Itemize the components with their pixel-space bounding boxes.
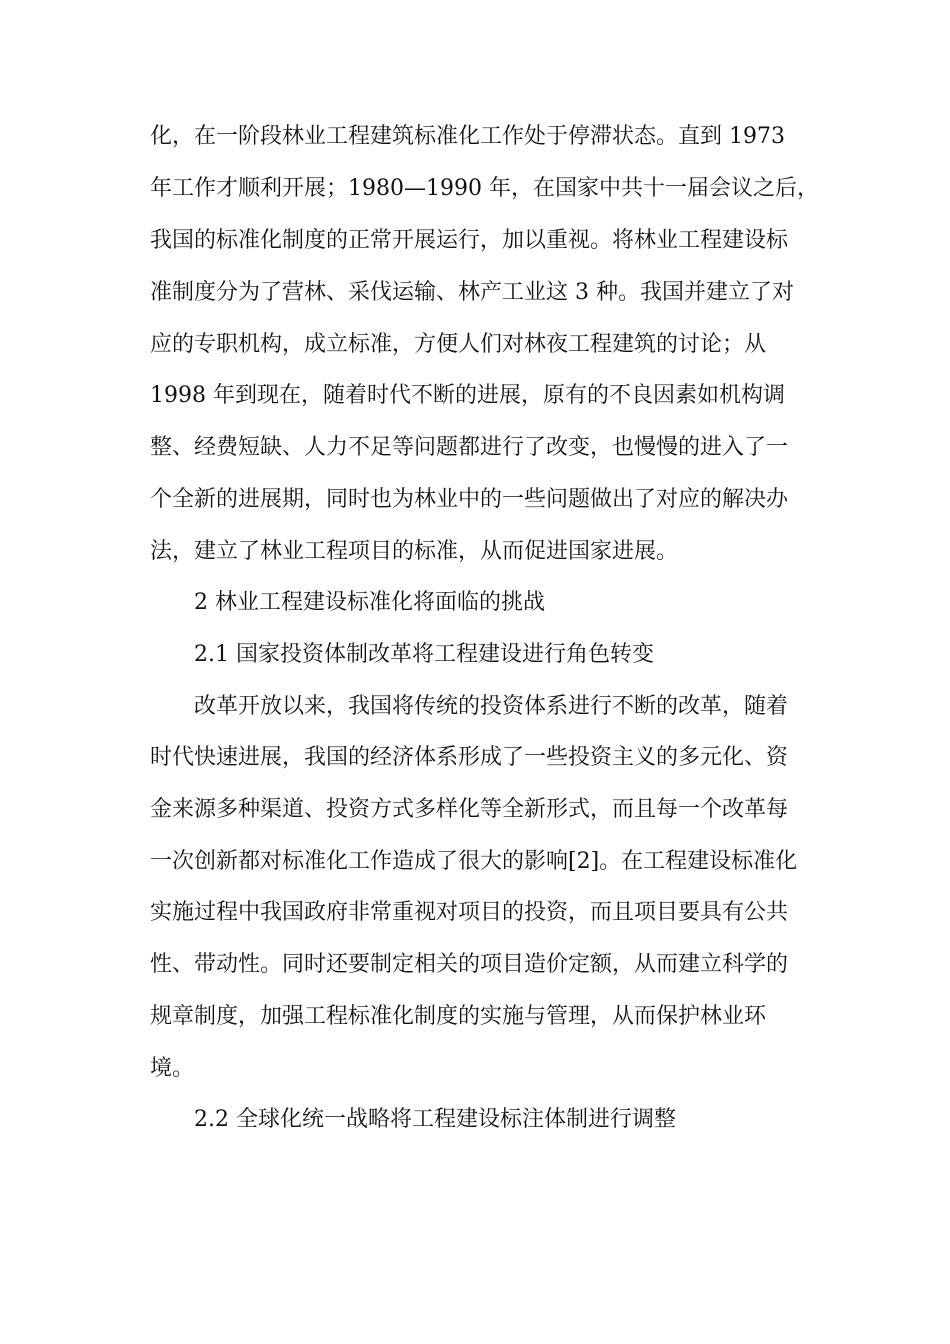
body-line: 整、经费短缺、人力不足等问题都进行了改变，也慢慢的进入了一 [150, 435, 789, 460]
body-line: 改革开放以来，我国将传统的投资体系进行不断的改革，随着 [194, 694, 789, 719]
body-line: 个全新的进展期，同时也为林业中的一些问题做出了对应的解决办 [150, 487, 789, 512]
body-line: 应的专职机构，成立标准，方便人们对林夜工程建筑的讨论；从 [150, 332, 767, 357]
subsection-heading: 2.2 全球化统一战略将工程建设标注体制进行调整 [194, 1107, 676, 1132]
body-line: 境。 [150, 1056, 195, 1081]
body-line: 金来源多种渠道、投资方式多样化等全新形式，而且每一个改革每 [150, 797, 789, 822]
body-line: 一次创新都对标准化工作造成了很大的影响[2]。在工程建设标准化 [150, 849, 798, 874]
section-heading: 2 林业工程建设标准化将面临的挑战 [194, 590, 545, 615]
body-line: 法，建立了林业工程项目的标准，从而促进国家进展。 [150, 539, 679, 564]
subsection-heading: 2.1 国家投资体制改革将工程建设进行角色转变 [194, 642, 654, 667]
body-line: 准制度分为了营林、采伐运输、林产工业这 3 种。我国并建立了对 [150, 280, 794, 305]
body-line: 我国的标准化制度的正常开展运行，加以重视。将林业工程建设标 [150, 228, 789, 253]
body-line: 性、带动性。同时还要制定相关的项目造价定额，从而建立科学的 [150, 952, 789, 977]
body-line: 实施过程中我国政府非常重视对项目的投资，而且项目要具有公共 [150, 900, 789, 925]
body-line: 化，在一阶段林业工程建筑标准化工作处于停滞状态。直到 1973 [150, 124, 785, 149]
body-line: 规章制度，加强工程标准化制度的实施与管理，从而保护林业环 [150, 1004, 767, 1029]
body-line: 时代快速进展，我国的经济体系形成了一些投资主义的多元化、资 [150, 745, 789, 770]
body-line: 年工作才顺利开展；1980—1990 年，在国家中共十一届会议之后， [150, 176, 819, 201]
body-line: 1998 年到现在，随着时代不断的进展，原有的不良因素如机构调 [150, 383, 785, 408]
